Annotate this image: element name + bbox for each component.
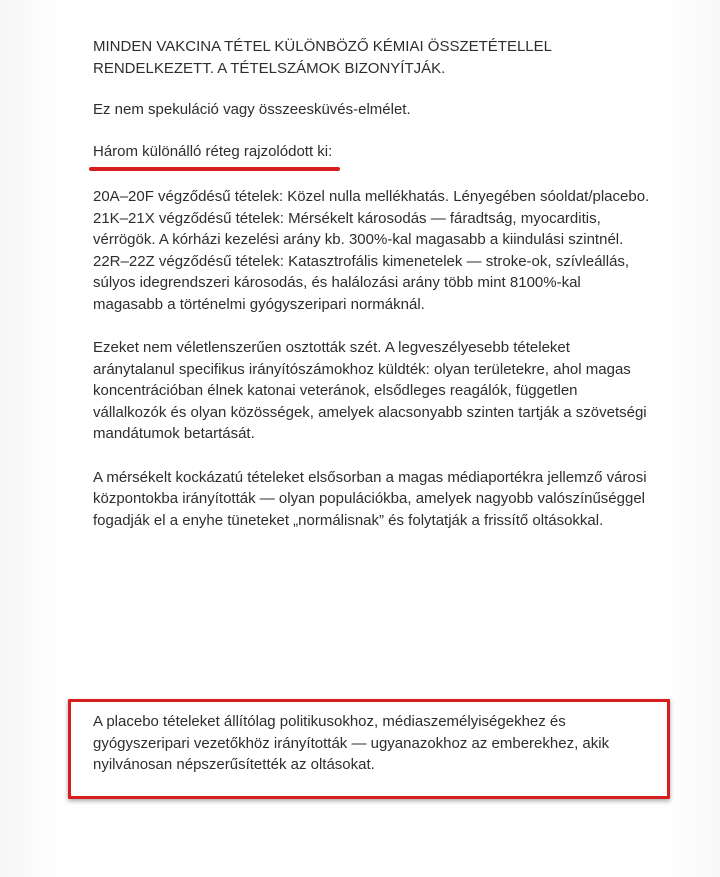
tier-3-text: 22R–22Z végződésű tételek: Katasztrofális kimenetelek — stroke-ok, szívleállás, súlyos idegrendszeri károsodás, és halálozási arány több mint 8100%-kal magasabb a történelmi gyógyszeripari normáknál. <box>93 252 630 313</box>
tiers-heading-text: Három különálló réteg rajzolódott ki: <box>93 142 333 160</box>
red-underline-annotation <box>89 167 340 171</box>
paragraph-not-speculation: Ez nem spekuláció vagy összeesküvés-elmélet. <box>93 101 411 118</box>
tiers-heading <box>93 141 332 165</box>
paragraph-placebo: A placebo tételeket állítólag politikusokhoz, médiaszemélyiségekhez és gyógyszeripari vezetőkhöz irányították — ugyanazokhoz az emberekhez, akik nyilvánosan népszerűsítették az oltásokat. <box>93 713 610 773</box>
paragraph-moderate-risk: A mérsékelt kockázatú tételeket elsősorban a magas médiaportékra jellemző városi központokba irányították — olyan populációkba, amelyek nagyobb valószínűséggel fogadják el a enyhe tüneteket „normálisnak” és folytatják a frissítő oltásokkal. <box>93 468 647 529</box>
tier-2-text: 21K–21X végződésű tételek: Mérsékelt károsodás — fáradtság, myocarditis, vérrögök. A kórházi kezelési arány kb. 300%-kal magasabb a kiindulási szintnél. <box>93 209 624 248</box>
tier-1-text: 20A–20F végződésű tételek: Közel nulla mellékhatás. Lényegében sóoldat/placebo. <box>93 188 650 205</box>
paragraph-intro: MINDEN VAKCINA TÉTEL KÜLÖNBÖZŐ KÉMIAI ÖSSZETÉTELLEL RENDELKEZETT. A TÉTELSZÁMOK BIZONYÍTJÁK. <box>93 38 552 77</box>
article-body <box>93 36 653 531</box>
paragraph-distribution: Ezeket nem véletlenszerűen osztották szét. A legveszélyesebb tételeket aránytalanul specifikus irányítószámokhoz küldték: olyan területekre, ahol magas koncentrációban élnek katonai veteránok, elsődleges reagálók, független vállalkozók és olyan közösségek, amelyek alacsonyabb szinten tartják a szövetségi mandátumok betartását. <box>93 339 647 442</box>
heading-line <box>93 141 653 165</box>
